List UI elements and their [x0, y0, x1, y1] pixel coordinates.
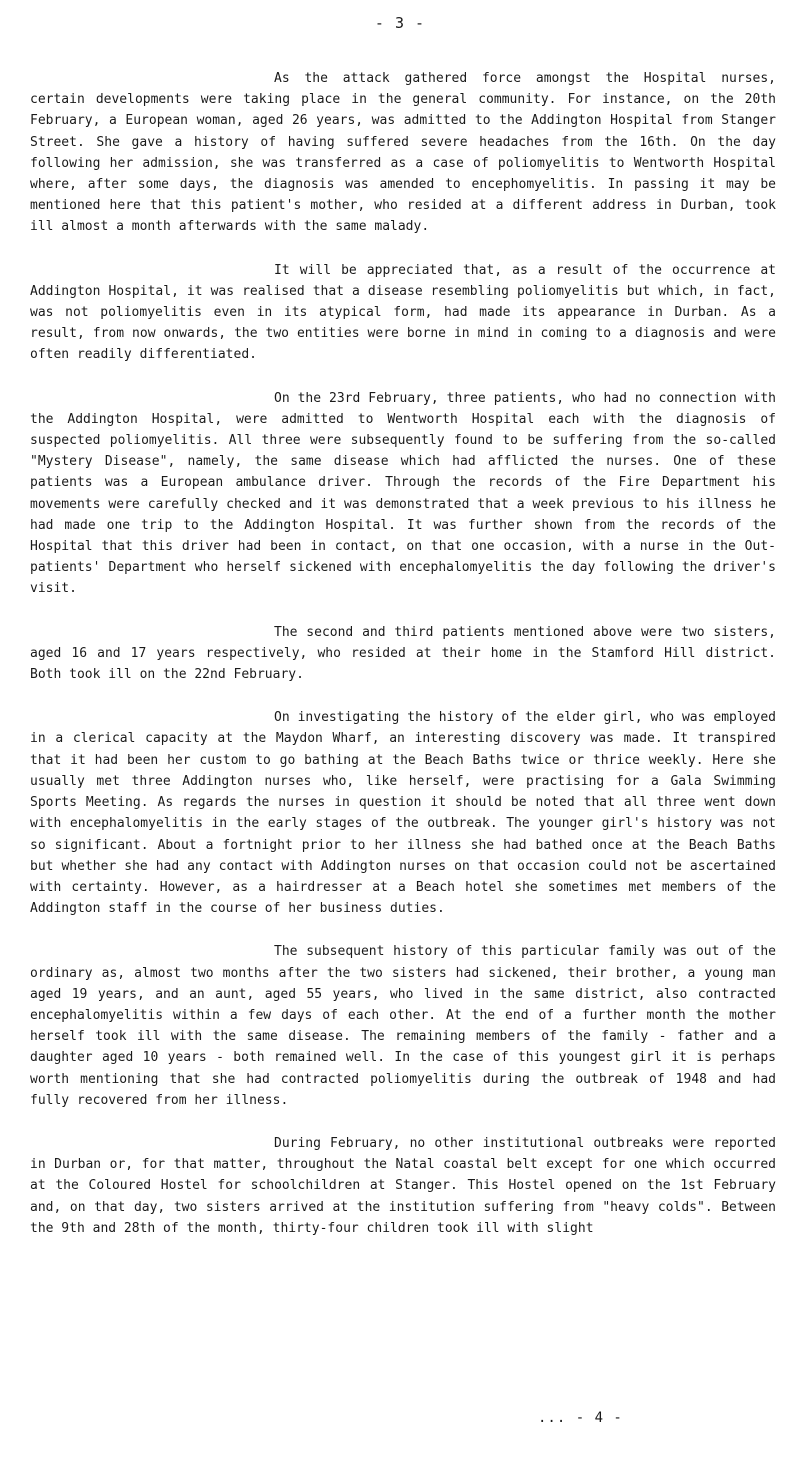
continuation-marker: ... - 4 - — [538, 1410, 623, 1426]
page-number: - 3 - — [374, 14, 426, 32]
paragraph: On investigating the history of the elder girl, who was employed in a clerical capacity at the Maydon Wharf, an interesting discovery was made. It transpired that it had been her custom to go bathing at the Beach Baths twice or thrice weekly. Here she usually met three Addington nurses who, like herself, were practising for a Gala Swimming Sports Meeting. As regards the nurses in question it should be noted that all three went down with encephalomyelitis in the early stages of the outbreak. The younger girl's history was not so significant. About a fortnight prior to her illness she had bathed once at the Beach Baths but whether she had any contact with Addington nurses on that occasion could not be ascertained with certainty. However, as a hairdresser at a Beach hotel she sometimes met members of the Addington staff in the course of her business duties. — [30, 710, 776, 917]
paragraph: During February, no other institutional outbreaks were reported in Durban or, for that matter, throughout the Natal coastal belt except for one which occurred at the Coloured Hostel for schoolchildren at Stanger. This Hostel opened on the 1st February and, on that day, two sisters arrived at the institution suffering from "heavy colds". Between the 9th and 28th of the month, thirty-four children took ill with slight — [30, 1135, 776, 1236]
body-text — [30, 68, 776, 1261]
paragraph: As the attack gathered force amongst the Hospital nurses, certain developments were taking place in the general community. For instance, on the 20th February, a European woman, aged 26 years, was admitted to the Addington Hospital from Stanger Street. She gave a history of having suffered severe headaches from the 16th. On the day following her admission, she was transferred as a case of poliomyelitis to Wentworth Hospital where, after some days, the diagnosis was amended to encephomyelitis. In passing it may be mentioned here that this patient's mother, who resided at a different address in Durban, took ill almost a month afterwards with the same malady. — [30, 71, 776, 235]
paragraph: It will be appreciated that, as a result of the occurrence at Addington Hospital, it was realised that a disease resembling poliomyelitis but which, in fact, was not poliomyelitis even in its atypical form, had made its appearance in Durban. As a result, from now onwards, the two entities were borne in mind in coming to a diagnosis and were often readily differentiated. — [30, 262, 776, 363]
paragraph: The subsequent history of this particular family was out of the ordinary as, almost two months after the two sisters had sickened, their brother, a young man aged 19 years, and an aunt, aged 55 years, who lived in the same district, also contracted encephalomyelitis within a few days of each other. At the end of a further month the mother herself took ill with the same disease. The remaining members of the family - father and a daughter aged 10 years - both remained well. In the case of this youngest girl it is perhaps worth mentioning that she had contracted poliomyelitis during the outbreak of 1948 and had fully recovered from her illness. — [30, 944, 776, 1108]
paragraph: The second and third patients mentioned above were two sisters, aged 16 and 17 years respectively, who resided at their home in the Stamford Hill district. Both took ill on the 22nd February. — [30, 624, 776, 683]
paragraph: On the 23rd February, three patients, who had no connection with the Addington Hospital, were admitted to Wentworth Hospital each with the diagnosis of suspected poliomyelitis. All three were subsequently found to be suffering from the so-called "Mystery Disease", namely, the same disease which had afflicted the nurses. One of these patients was a European ambulance driver. Through the records of the Fire Department his movements were carefully checked and it was demonstrated that a week previous to his illness he had made one trip to the Addington Hospital. It was further shown from the records of the Hospital that this driver had been in contact, on that one occasion, with a nurse in the Out-patients' Department who herself sickened with encephalomyelitis the day following the driver's visit. — [30, 390, 776, 597]
